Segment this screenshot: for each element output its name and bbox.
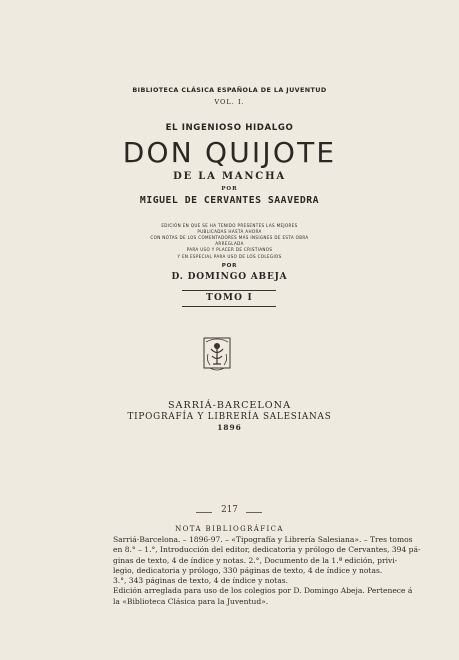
edition-line: ARREGLADA bbox=[215, 241, 244, 246]
note-line: Sarriá-Barcelona. – 1896-97. – «Tipografía y Librería Salesiana». – Tres tomos bbox=[113, 535, 413, 544]
volume-line: VOL. I. bbox=[214, 98, 245, 106]
imprint-year: 1896 bbox=[217, 423, 242, 432]
note-body bbox=[113, 535, 421, 607]
page-number: 217 bbox=[221, 505, 238, 515]
note-line: 3.°, 343 páginas de texto, 4 de índice y notas. bbox=[113, 576, 288, 586]
por-label-editor: POR bbox=[221, 263, 238, 269]
note-line: en 8.° – 1.°, Introducción del editor, dedicatoria y prólogo de Cervantes, 394 pá- bbox=[113, 545, 421, 555]
salesian-emblem-icon bbox=[200, 334, 234, 372]
divider-rule bbox=[182, 290, 276, 291]
main-title: DON QUIJOTE bbox=[122, 136, 337, 169]
edition-line: PUBLICADAS HASTA AHORA bbox=[197, 229, 262, 234]
note-line: legio, dedicatoria y prólogo, 330 páginas de texto, 4 de índice y notas. bbox=[113, 565, 383, 575]
note-line: la «Biblioteca Clásica para la Juventud». bbox=[113, 596, 269, 606]
tomo-label: TOMO I bbox=[206, 293, 253, 303]
note-heading: NOTA BIBLIOGRÁFICA bbox=[175, 525, 284, 533]
edition-line: PARA USO Y PLACER DE CRISTIANOS bbox=[186, 247, 273, 252]
edition-line: CON NOTAS DE LOS COMENTADORES MÁS INSIGNES DE ESTA OBRA bbox=[150, 235, 309, 240]
note-line: Edición arreglada para uso de los colegios por D. Domingo Abeja. Pertenece á bbox=[113, 586, 413, 596]
pretitle: EL INGENIOSO HIDALGO bbox=[165, 123, 294, 133]
note-line: ginas de texto, 4 de índice y notas. 2.°, Documento de la 1.ª edición, privi- bbox=[113, 555, 398, 565]
edition-line: EDICIÓN EN QUE SE HA TENIDO PRESENTES LAS MEJORES bbox=[161, 223, 298, 228]
imprint-city: SARRIÁ-BARCELONA bbox=[167, 400, 291, 411]
page-number-dash bbox=[246, 512, 262, 513]
editor-name: D. DOMINGO ABEJA bbox=[171, 272, 288, 282]
divider-rule bbox=[182, 306, 276, 307]
author-name: MIGUEL DE CERVANTES SAAVEDRA bbox=[139, 195, 320, 206]
por-label: POR bbox=[221, 186, 238, 192]
subtitle: DE LA MANCHA bbox=[173, 171, 286, 182]
series-title: BIBLIOTECA CLÁSICA ESPAÑOLA DE LA JUVENTUD bbox=[132, 86, 327, 94]
edition-line: Y EN ESPECIAL PARA USO DE LOS COLEGIOS bbox=[177, 254, 282, 259]
imprint-printer: TIPOGRAFÍA Y LIBRERÍA SALESIANAS bbox=[127, 412, 332, 422]
